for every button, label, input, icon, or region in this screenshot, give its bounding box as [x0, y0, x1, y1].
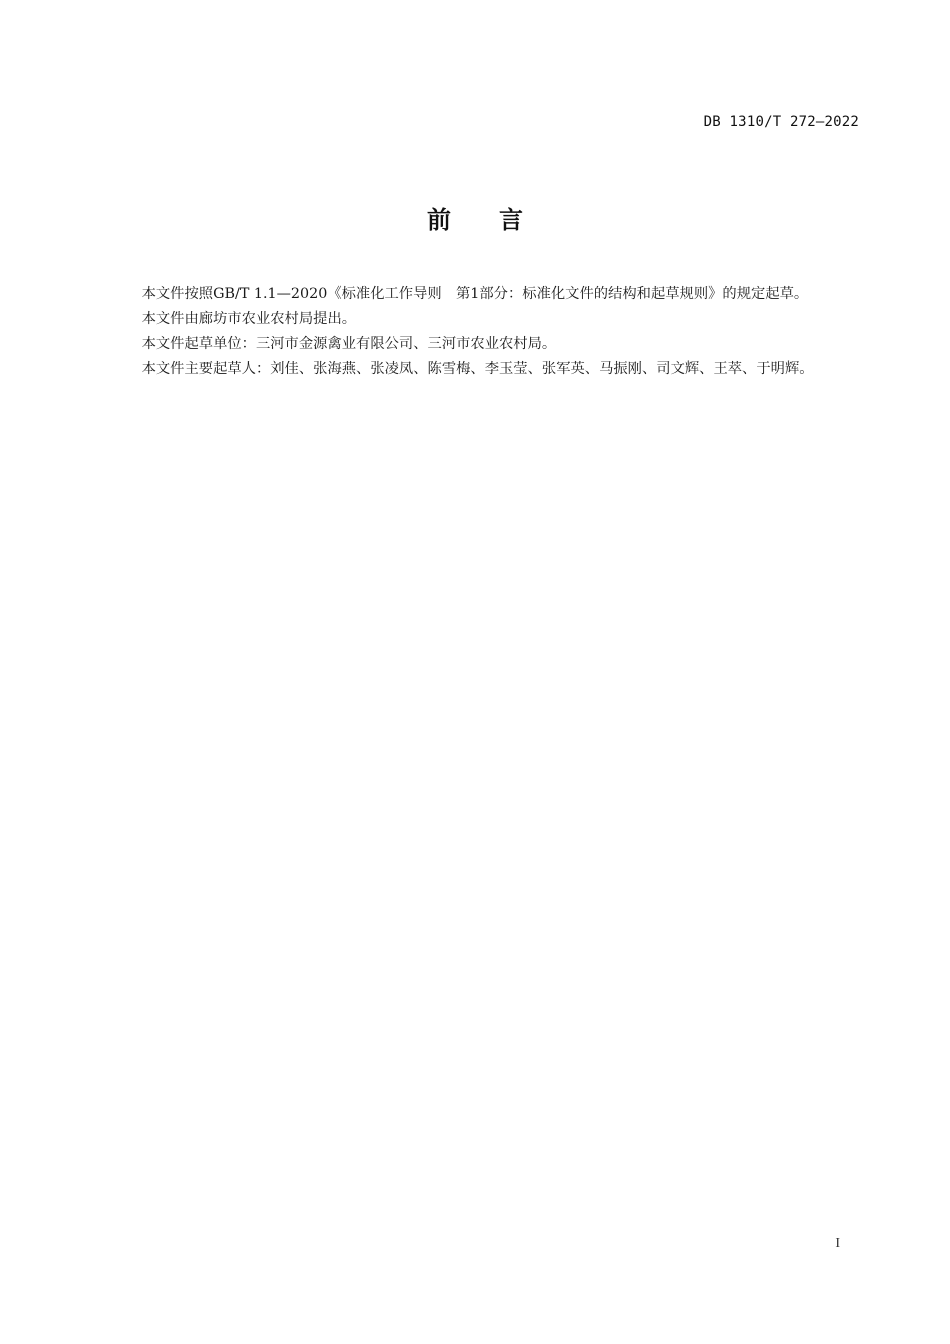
foreword-body — [113, 282, 860, 382]
title-char-2: 言 — [499, 206, 523, 234]
paragraph-proposer: 本文件由廊坊市农业农村局提出。 — [141, 311, 357, 327]
page-number: I — [835, 1236, 840, 1251]
page-title — [0, 200, 950, 235]
document-code: DB 1310/T 272—2022 — [703, 114, 859, 130]
paragraph-drafting-units: 本文件起草单位：三河市金源禽业有限公司、三河市农业农村局。 — [141, 336, 557, 352]
paragraph-drafters: 本文件主要起草人：刘佳、张海燕、张凌凤、陈雪梅、李玉莹、张军英、马振刚、司文辉、王萃、于明辉。 — [141, 361, 814, 377]
paragraph-drafting-basis: 本文件按照GB/T 1.1—2020《标准化工作导则 第1部分：标准化文件的结构和起草规则》的规定起草。 — [141, 286, 809, 302]
title-char-1: 前 — [427, 206, 451, 234]
